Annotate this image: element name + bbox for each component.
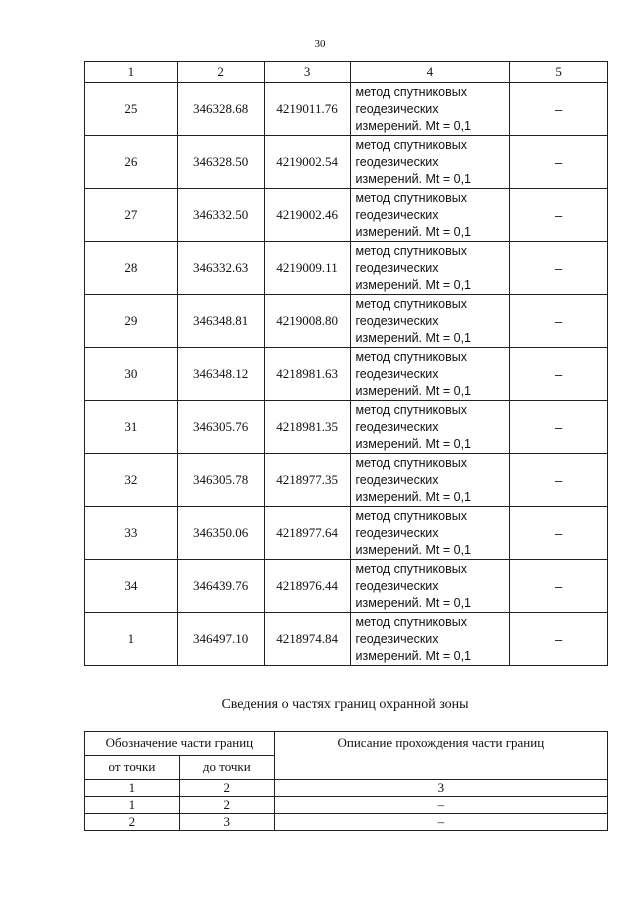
method-line: геодезических <box>355 472 439 487</box>
point-number-cell: 26 <box>85 136 178 189</box>
y-coordinate-cell: 4218981.63 <box>264 348 350 401</box>
x-coordinate-cell: 346305.76 <box>177 401 264 454</box>
x-coordinate-cell: 346328.68 <box>177 83 264 136</box>
point-number-cell: 32 <box>85 454 178 507</box>
y-coordinate-cell: 4218977.35 <box>264 454 350 507</box>
x-coordinate-cell: 346439.76 <box>177 560 264 613</box>
y-coordinate-cell: 4219002.46 <box>264 189 350 242</box>
method-line: геодезических <box>355 101 439 116</box>
method-line: измерений. Mt = 0,1 <box>355 277 472 292</box>
coordinates-table-body <box>85 83 608 666</box>
method-line: измерений. Mt = 0,1 <box>355 489 472 504</box>
to-point-cell: 2 <box>179 780 274 797</box>
x-coordinate-cell: 346305.78 <box>177 454 264 507</box>
table-row <box>85 83 608 136</box>
boundary-parts-table <box>84 731 608 831</box>
method-line: геодезических <box>355 578 439 593</box>
method-cell <box>350 613 510 666</box>
from-point-cell: 2 <box>85 814 180 831</box>
table-row <box>85 507 608 560</box>
method-cell <box>350 242 510 295</box>
y-coordinate-cell: 4218977.64 <box>264 507 350 560</box>
column5-cell: – <box>510 613 608 666</box>
from-point-cell: 1 <box>85 780 180 797</box>
table-row <box>85 814 608 831</box>
column5-cell: – <box>510 242 608 295</box>
method-cell <box>350 507 510 560</box>
method-line: геодезических <box>355 260 439 275</box>
method-line: геодезических <box>355 525 439 540</box>
column-header: 1 <box>85 62 178 83</box>
to-point-cell: 3 <box>179 814 274 831</box>
method-cell <box>350 295 510 348</box>
method-line: измерений. Mt = 0,1 <box>355 330 472 345</box>
method-line: измерений. Mt = 0,1 <box>355 542 472 557</box>
method-line: метод спутниковых <box>355 402 467 417</box>
description-cell: 3 <box>274 780 607 797</box>
y-coordinate-cell: 4218976.44 <box>264 560 350 613</box>
table-row <box>85 797 608 814</box>
x-coordinate-cell: 346348.81 <box>177 295 264 348</box>
method-line: геодезических <box>355 207 439 222</box>
parts-description-header: Описание прохождения части границ <box>274 732 607 780</box>
method-cell <box>350 560 510 613</box>
x-coordinate-cell: 346328.50 <box>177 136 264 189</box>
method-cell <box>350 189 510 242</box>
y-coordinate-cell: 4219009.11 <box>264 242 350 295</box>
point-number-cell: 27 <box>85 189 178 242</box>
table-row <box>85 780 608 797</box>
column5-cell: – <box>510 295 608 348</box>
from-point-header: от точки <box>85 756 180 780</box>
method-cell <box>350 401 510 454</box>
method-line: геодезических <box>355 419 439 434</box>
column5-cell: – <box>510 560 608 613</box>
point-number-cell: 30 <box>85 348 178 401</box>
column5-cell: – <box>510 454 608 507</box>
y-coordinate-cell: 4218974.84 <box>264 613 350 666</box>
from-point-cell: 1 <box>85 797 180 814</box>
table-row <box>85 613 608 666</box>
point-number-cell: 1 <box>85 613 178 666</box>
x-coordinate-cell: 346350.06 <box>177 507 264 560</box>
parts-table-body <box>85 780 608 831</box>
to-point-header: до точки <box>179 756 274 780</box>
method-line: метод спутниковых <box>355 508 467 523</box>
x-coordinate-cell: 346332.63 <box>177 242 264 295</box>
point-number-cell: 34 <box>85 560 178 613</box>
point-number-cell: 25 <box>85 83 178 136</box>
method-line: геодезических <box>355 154 439 169</box>
method-line: измерений. Mt = 0,1 <box>355 171 472 186</box>
table-row <box>85 560 608 613</box>
method-cell <box>350 348 510 401</box>
parts-designation-header: Обозначение части границ <box>85 732 275 756</box>
method-line: метод спутниковых <box>355 455 467 470</box>
coordinates-table-header-row <box>85 62 608 83</box>
method-line: измерений. Mt = 0,1 <box>355 118 472 133</box>
section-title: Сведения о частях границ охранной зоны <box>221 697 469 712</box>
point-number-cell: 31 <box>85 401 178 454</box>
coordinates-table <box>84 61 608 666</box>
table-row <box>85 401 608 454</box>
y-coordinate-cell: 4219011.76 <box>264 83 350 136</box>
description-cell: – <box>274 797 607 814</box>
method-line: метод спутниковых <box>355 614 467 629</box>
method-cell <box>350 136 510 189</box>
page-number: 30 <box>314 38 326 50</box>
point-number-cell: 28 <box>85 242 178 295</box>
table-row <box>85 189 608 242</box>
method-line: измерений. Mt = 0,1 <box>355 383 472 398</box>
method-line: метод спутниковых <box>355 296 467 311</box>
table-row <box>85 136 608 189</box>
column5-cell: – <box>510 83 608 136</box>
column-header: 2 <box>177 62 264 83</box>
column5-cell: – <box>510 401 608 454</box>
method-line: измерений. Mt = 0,1 <box>355 436 472 451</box>
column5-cell: – <box>510 189 608 242</box>
table-row <box>85 295 608 348</box>
x-coordinate-cell: 346497.10 <box>177 613 264 666</box>
method-line: геодезических <box>355 366 439 381</box>
column5-cell: – <box>510 507 608 560</box>
method-cell <box>350 454 510 507</box>
column-header: 4 <box>350 62 510 83</box>
y-coordinate-cell: 4219008.80 <box>264 295 350 348</box>
to-point-cell: 2 <box>179 797 274 814</box>
y-coordinate-cell: 4219002.54 <box>264 136 350 189</box>
method-line: метод спутниковых <box>355 84 467 99</box>
method-cell <box>350 83 510 136</box>
method-line: метод спутниковых <box>355 137 467 152</box>
column5-cell: – <box>510 348 608 401</box>
method-line: метод спутниковых <box>355 243 467 258</box>
column-header: 3 <box>264 62 350 83</box>
table-row <box>85 348 608 401</box>
column5-cell: – <box>510 136 608 189</box>
x-coordinate-cell: 346332.50 <box>177 189 264 242</box>
y-coordinate-cell: 4218981.35 <box>264 401 350 454</box>
table-row <box>85 242 608 295</box>
method-line: измерений. Mt = 0,1 <box>355 595 472 610</box>
point-number-cell: 29 <box>85 295 178 348</box>
method-line: измерений. Mt = 0,1 <box>355 648 472 663</box>
description-cell: – <box>274 814 607 831</box>
x-coordinate-cell: 346348.12 <box>177 348 264 401</box>
method-line: измерений. Mt = 0,1 <box>355 224 472 239</box>
column-header: 5 <box>510 62 608 83</box>
parts-table-header-row <box>85 732 608 756</box>
method-line: метод спутниковых <box>355 561 467 576</box>
point-number-cell: 33 <box>85 507 178 560</box>
method-line: метод спутниковых <box>355 349 467 364</box>
method-line: геодезических <box>355 631 439 646</box>
table-row <box>85 454 608 507</box>
method-line: геодезических <box>355 313 439 328</box>
method-line: метод спутниковых <box>355 190 467 205</box>
